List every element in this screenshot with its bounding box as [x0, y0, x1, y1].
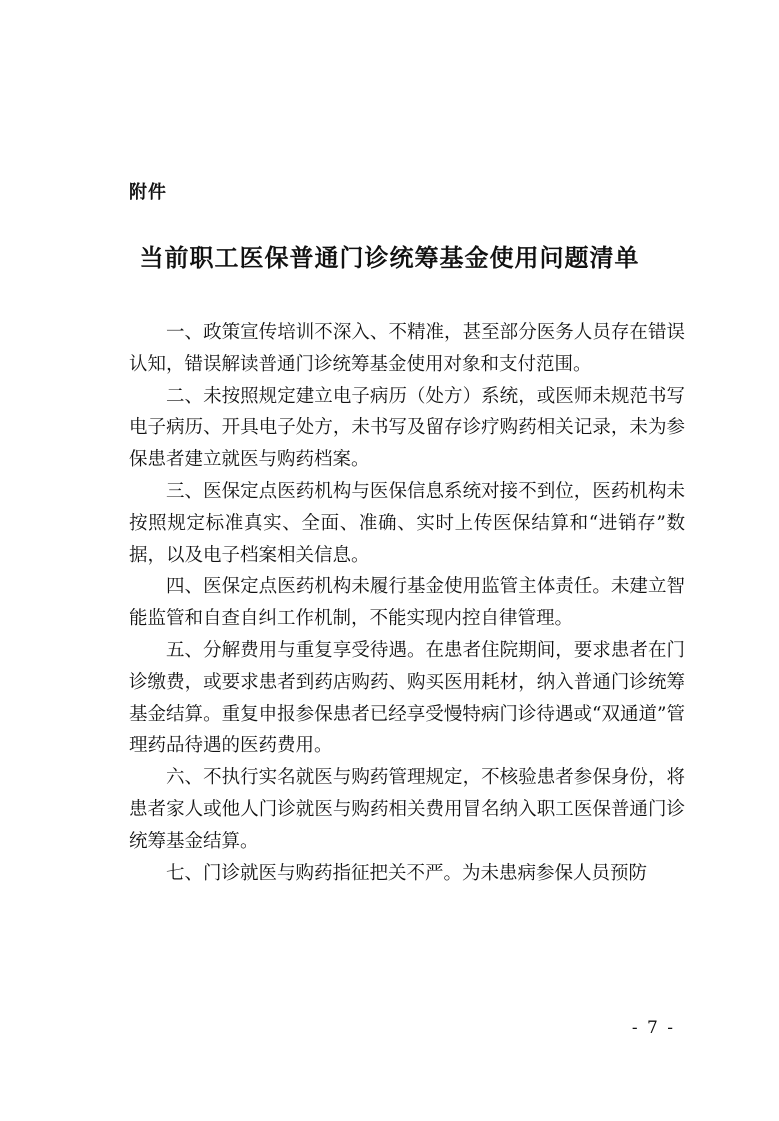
- paragraph-2: 二、未按照规定建立电子病历（处方）系统，或医师未规范书写电子病历、开具电子处方，未书写及留存诊疗购药相关记录，未为参保患者建立就医与购药档案。: [129, 385, 685, 471]
- page-title: 当前职工医保普通门诊统筹基金使用问题清单: [139, 244, 640, 272]
- paragraph-7: 七、门诊就医与购药指征把关不严。为未患病参保人员预防: [166, 862, 648, 884]
- paragraph-6: 六、不执行实名就医与购药管理规定，不核验患者参保身份，将患者家人或他人门诊就医与购药相关费用冒名纳入职工医保普通门诊统筹基金结算。: [129, 767, 685, 852]
- paragraph-3: 三、医保定点医药机构与医保信息系统对接不到位，医药机构未按照规定标准真实、全面、准确、实时上传医保结算和“进销存”数据，以及电子档案相关信息。: [129, 480, 685, 566]
- attachment-label: 附件: [129, 182, 167, 203]
- paragraph-1: 一、政策宣传培训不深入、不精准，甚至部分医务人员存在错误认知，错误解读普通门诊统筹基金使用对象和支付范围。: [129, 322, 685, 375]
- document-body: [129, 317, 685, 889]
- paragraph-5: 五、分解费用与重复享受待遇。在患者住院期间，要求患者在门诊缴费，或要求患者到药店购药、购买医用耗材，纳入普通门诊统筹基金结算。重复申报参保患者已经享受慢特病门诊待遇或“双通道”管理药品待遇的医药费用。: [129, 639, 685, 757]
- paragraph-4: 四、医保定点医药机构未履行基金使用监管主体责任。未建立智能监管和自查自纠工作机制，不能实现内控自律管理。: [129, 576, 685, 630]
- page-number: - 7 -: [631, 1018, 675, 1038]
